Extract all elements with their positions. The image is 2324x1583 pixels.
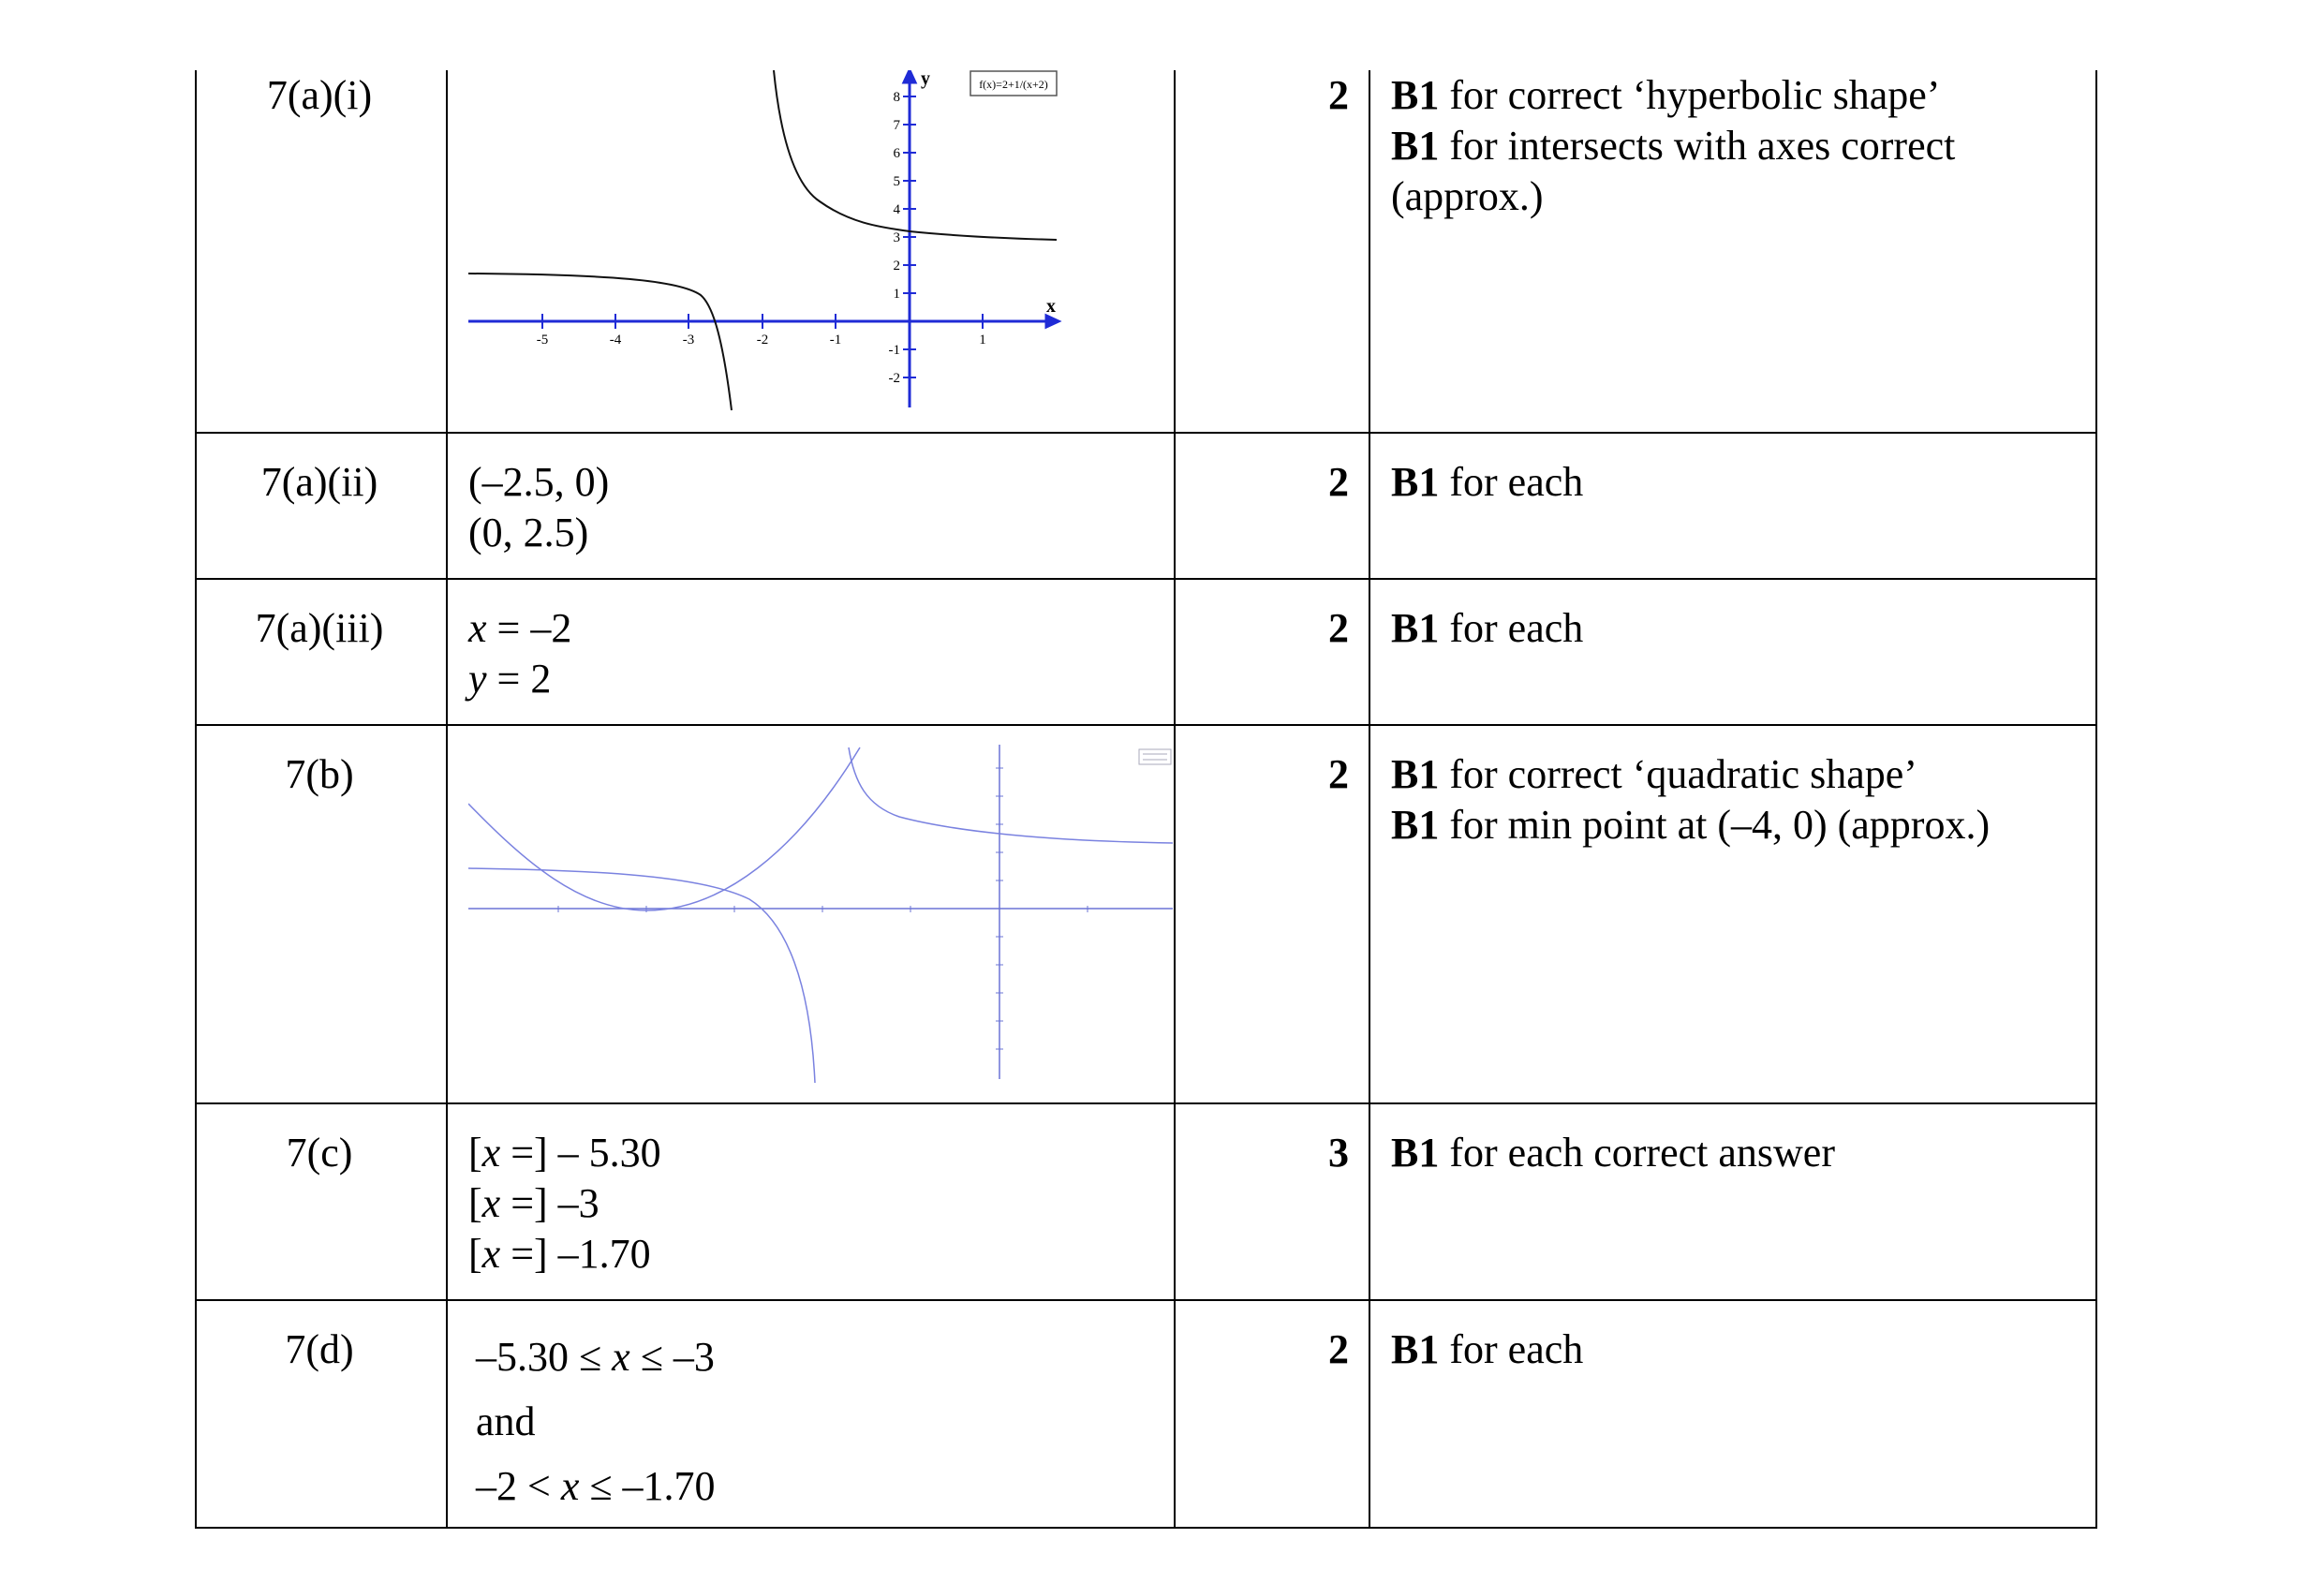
y-tick-label: 2 [893,259,900,274]
legend-text: f(x)=2+1/(x+2) [979,78,1048,91]
marks-value: 2 [1328,751,1349,797]
table-border-right [2095,70,2097,1529]
x-axis-label: x [1046,296,1056,317]
marks-value: 2 [1328,605,1349,651]
y-tick-label: 7 [893,118,900,133]
answer-text [476,1324,716,1518]
guidance-line: (approx.) [1391,173,1544,219]
answer-text [468,457,609,558]
marks-value: 2 [1328,459,1349,505]
guidance-line: B1 for each [1391,1326,1584,1372]
graph-axes [468,745,1173,1079]
marks-value: 2 [1328,1326,1349,1372]
answer-line: [x =] –1.70 [468,1231,651,1277]
y-tick-label: 5 [893,174,900,189]
question-number: 7(b) [285,751,354,797]
y-tick-label: 1 [893,287,900,302]
guidance-text [1391,70,1955,222]
hyperbola-right-branch [849,747,1173,843]
quadratic-curve [468,747,860,910]
answer-line: y = 2 [468,656,552,702]
marks-value: 3 [1328,1130,1349,1176]
guidance-text [1391,603,1583,654]
answer-line: x = –2 [468,605,572,651]
hyperbola-axes [468,70,1058,407]
answer-text [468,603,571,704]
quadratic-and-hyperbola-graph [468,740,1173,1087]
y-axis-arrow [904,70,915,82]
y-tick-label: 4 [893,202,900,217]
y-tick-label: 3 [893,230,900,245]
y-tick-label: 6 [893,146,900,161]
y-tick-labels [889,90,901,386]
x-tick-label: -2 [756,333,769,348]
guidance-text [1391,1128,1835,1178]
hyperbola-graph [468,70,1068,417]
row-divider [195,578,2097,580]
guidance-line: B1 for correct ‘quadratic shape’ [1391,751,1917,797]
y-tick-label: 8 [893,90,900,105]
question-number: 7(d) [285,1326,354,1372]
question-number: 7(a)(i) [266,72,373,118]
guidance-line: B1 for correct ‘hyperbolic shape’ [1391,72,1941,118]
x-tick-label: -4 [609,333,622,348]
x-tick-labels [537,333,986,348]
guidance-line: B1 for each [1391,459,1584,505]
question-number: 7(a)(iii) [255,605,384,651]
answer-line: –2 < x ≤ –1.70 [476,1463,716,1509]
x-tick-label: 1 [979,333,986,348]
question-number: 7(a)(ii) [260,459,378,505]
answer-line: and [476,1398,536,1444]
question-number: 7(c) [286,1130,353,1176]
answer-line: [x =] – 5.30 [468,1130,661,1176]
answer-line: (0, 2.5) [468,510,589,555]
table-border-bottom [195,1527,2097,1529]
y-axis-label: y [921,70,930,89]
legend-box [970,71,1057,96]
y-tick-label: -2 [888,371,900,386]
guidance-text [1391,457,1583,508]
row-divider [195,432,2097,434]
y-tick-label: -1 [888,343,900,358]
guidance-line: B1 for intersects with axes correct [1391,123,1956,169]
guidance-text [1391,749,1990,851]
table-divider-question [446,70,448,1529]
answer-line: [x =] –3 [468,1180,600,1226]
table-divider-answer [1174,70,1176,1529]
guidance-line: B1 for each correct answer [1391,1130,1835,1176]
x-tick-label: -5 [536,333,549,348]
table-divider-marks [1369,70,1370,1529]
hyperbola-left-branch [468,868,815,1083]
guidance-line: B1 for each [1391,605,1584,651]
x-axis-arrow [1046,316,1058,327]
row-divider [195,1102,2097,1104]
x-tick-label: -1 [829,333,842,348]
answer-line: –5.30 ≤ x ≤ –3 [476,1334,715,1380]
row-divider [195,724,2097,726]
guidance-line: B1 for min point at (–4, 0) (approx.) [1391,802,1991,848]
row-divider [195,1299,2097,1301]
marks-value: 2 [1328,72,1349,118]
legend-box [1139,749,1171,764]
guidance-text [1391,1324,1583,1375]
answer-line: (–2.5, 0) [468,459,610,505]
answer-text [468,1128,661,1280]
x-tick-label: -3 [682,333,695,348]
